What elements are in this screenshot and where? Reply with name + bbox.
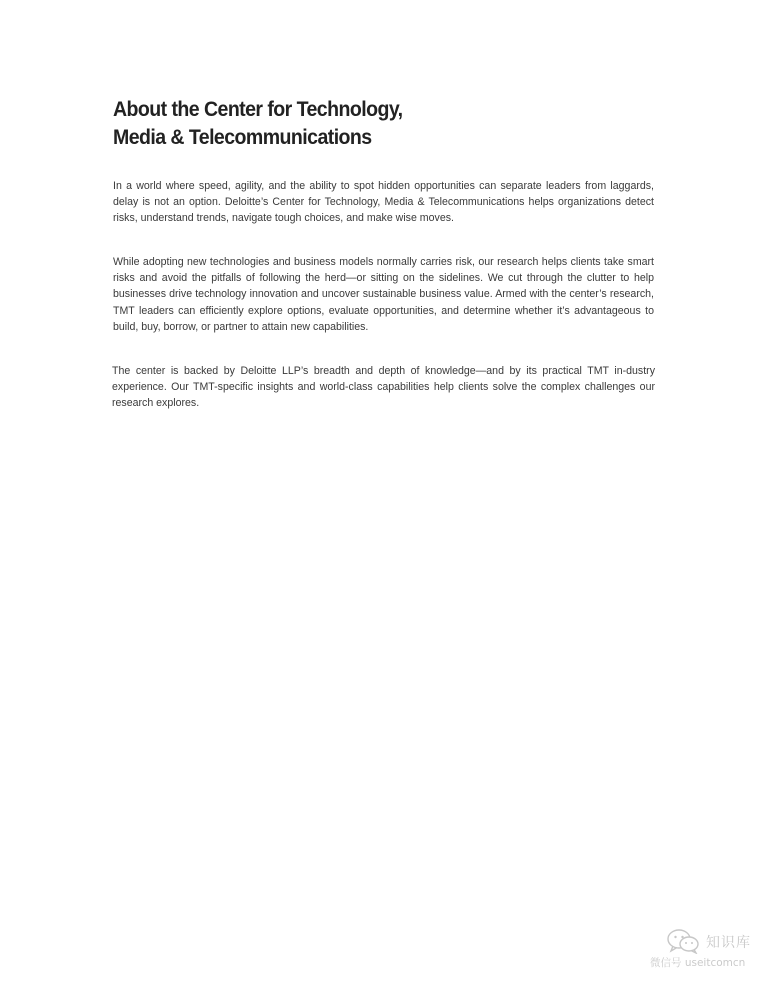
page-title-line-1: About the Center for Technology,: [113, 98, 403, 121]
paragraph-intro: In a world where speed, agility, and the ability to spot hidden opportunities can separate leaders from laggards, delay is not an option. Deloitte’s Center for Technology, Media & Telecommunications helps organizations detect risks, understand trends, navigate tough choices, and make wise moves.: [113, 180, 654, 225]
watermark-subtitle: 微信号 useitcomcn: [650, 957, 746, 969]
wechat-icon: [666, 928, 700, 954]
watermark: [650, 928, 760, 972]
paragraph-research: While adopting new technologies and business models normally carries risk, our research helps clients take smart risks and avoid the pitfalls of following the herd—or sitting on the sidelines. We cut through the clutter to help businesses drive technology innovation and uncover sustainable business value. Armed with the center’s research, TMT leaders can efficiently explore options, evaluate opportunities, and determine whether it’s advantageous to build, buy, borrow, or partner to attain new capabilities.: [113, 256, 654, 333]
page-title-line-2: Media & Telecommunications: [113, 126, 372, 149]
paragraph-backing: The center is backed by Deloitte LLP’s breadth and depth of knowledge—and by its practical TMT in-dustry experience. Our TMT-specific insights and world-class capabilities help clients solve the complex challenges our research explores.: [112, 365, 655, 410]
page-title: [113, 96, 578, 152]
watermark-title: 知识库: [706, 935, 751, 951]
